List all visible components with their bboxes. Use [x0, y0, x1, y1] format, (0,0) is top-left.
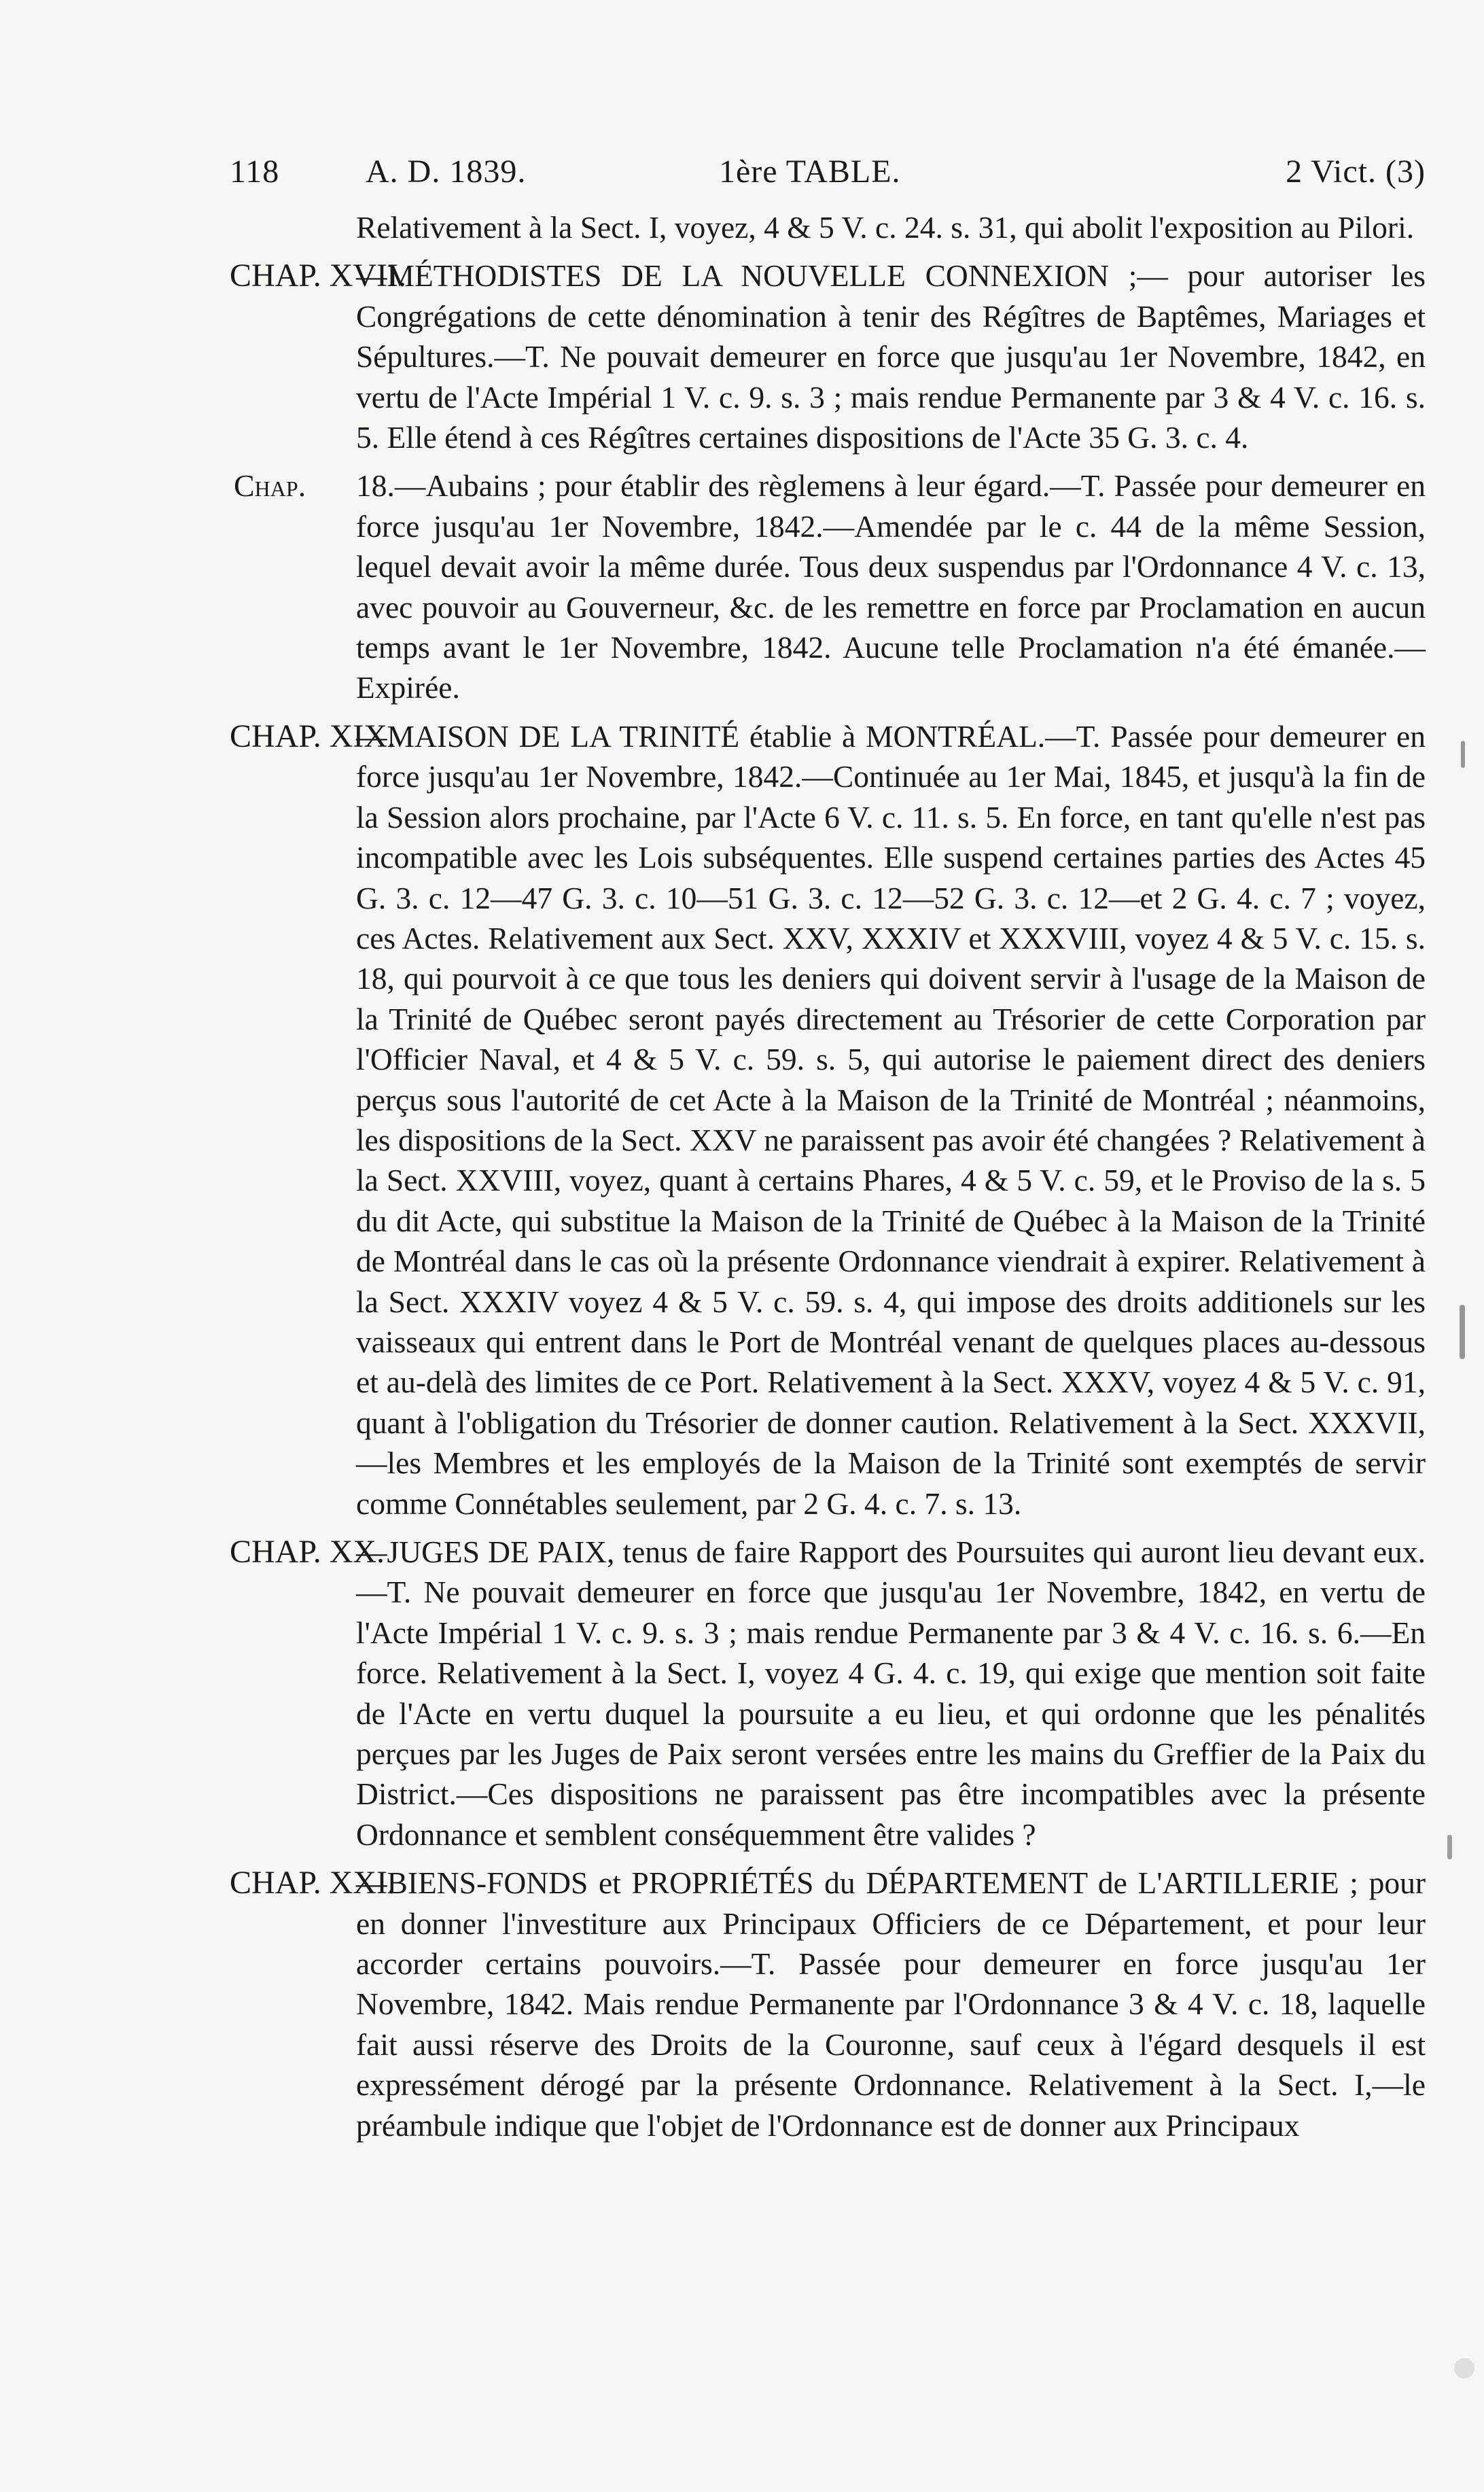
entry-chap-18: [230, 466, 1426, 707]
entry-text: —MÉTHODISTES DE LA NOUVELLE CONNEXION ;— pour autoriser les Congrégations de cette dénomination à tenir des Régîtres de Baptêmes, Mariages et Sépultures.—T. Ne pouvait demeurer en force que jusqu'au 1er Novembre, 1842, en vertu de l'Acte Impérial 1 V. c. 9. s. 3 ; mais rendue Permanente par 3 & 4 V. c. 16. s. 5. Elle étend à ces Régîtres certaines dispositions de l'Acte 35 G. 3. c. 4.: [356, 258, 1426, 455]
entry-text: 18.—Aubains ; pour établir des règlemens à leur égard.—T. Passée pour demeurer en force jusqu'au 1er Novembre, 1842.—Amendée par le c. 44 de la même Session, lequel devait avoir la même durée. Tous deux suspendus par l'Ordonnance 4 V. c. 13, avec pouvoir au Gouverneur, &c. de les remettre en force par Proclamation en aucun temps avant le 1er Novembre, 1842. Aucune telle Proclamation n'a été émanée.—Expirée.: [356, 468, 1426, 705]
page-number: 118: [230, 154, 280, 190]
entry-text: —JUGES DE PAIX, tenus de faire Rapport des Poursuites qui auront lieu devant eux.—T. Ne pouvait demeurer en force que jusqu'au 1er Novembre, 1842, en vertu de l'Acte Impérial 1 V. c. 9. s. 3 ; mais rendue Permanente par 3 & 4 V. c. 16. s. 6.—En force. Relativement à la Sect. I, voyez 4 G. 4. c. 19, qui exige que mention soit faite de l'Acte en vertu duquel la poursuite a eu lieu, et qui ordonne que les pénalités perçues par les Juges de Paix seront versées entre les mains du Greffier de la Paix du District.—Ces dispositions ne paraissent pas être incompatibles avec la présente Ordonnance et semblent conséquemment être valides ?: [356, 1534, 1426, 1852]
entry-continuation: [230, 207, 1426, 247]
chapter-label: Chap.: [234, 468, 306, 504]
chapter-label: CHAP. XXI.: [230, 1865, 396, 1901]
entry-chap-20: [230, 1532, 1426, 1855]
entry-chap-17: [230, 256, 1426, 457]
entry-text: Relativement à la Sect. I, voyez, 4 & 5 V. c. 24. s. 31, qui abolit l'exposition au Pilori.: [356, 210, 1415, 245]
entry-chap-19: [230, 716, 1426, 1524]
margin-mark: [1447, 1835, 1452, 1859]
margin-mark: [1461, 741, 1465, 768]
document-page: [230, 153, 1426, 2145]
chapter-label: CHAP. XX.: [230, 1534, 385, 1570]
chapter-label: CHAP. XVII.: [230, 258, 407, 294]
running-head: [230, 153, 1426, 207]
header-regnal-year: 2 Vict. (3): [1286, 154, 1426, 190]
margin-mark: [1454, 2358, 1474, 2379]
entry-chap-21: [230, 1863, 1426, 2145]
margin-mark: [1460, 1305, 1465, 1359]
header-table-title: 1ère TABLE.: [719, 154, 901, 190]
entry-text: —MAISON DE LA TRINITÉ établie à MONTRÉAL.—T. Passée pour demeurer en force jusqu'au 1er Novembre, 1842.—Continuée au 1er Mai, 1845, et jusqu'à la fin de la Session alors prochaine, par l'Acte 6 V. c. 11. s. 5. En force, en tant qu'elle n'est pas incompatible avec les Lois subséquentes. Elle suspend certaines parties des Actes 45 G. 3. c. 12—47 G. 3. c. 10—51 G. 3. c. 12—52 G. 3. c. 12—et 2 G. 4. c. 7 ; voyez, ces Actes. Relativement aux Sect. XXV, XXXIV et XXXVIII, voyez 4 & 5 V. c. 15. s. 18, qui pourvoit à ce que tous les deniers qui doivent servir à l'usage de la Maison de la Trinité de Québec seront payés directement au Trésorier de cette Corporation par l'Officier Naval, et 4 & 5 V. c. 59. s. 5, qui autorise le paiement direct des deniers perçus sous l'autorité de cet Acte à la Maison de la Trinité de Montréal ; néanmoins, les dispositions de la Sect. XXV ne paraissent pas avoir été changées ? Relativement à la Sect. XXVIII, voyez, quant à certains Phares, 4 & 5 V. c. 59, et le Proviso de la s. 5 du dit Acte, qui substitue la Maison de la Trinité de Québec à la Maison de la Trinité de Montréal dans le cas où la présente Ordonnance viendrait à expirer. Relativement à la Sect. XXXIV voyez 4 & 5 V. c. 59. s. 4, qui impose des droits additionels sur les vaisseaux qui entrent dans le Port de Montréal venant de quelques places au-dessous et au-delà des limites de ce Port. Relativement à la Sect. XXXV, voyez 4 & 5 V. c. 91, quant à l'obligation du Trésorier de donner caution. Relativement à la Sect. XXXVII,—les Membres et les employés de la Maison de la Trinité sont exemptés de servir comme Connétables seulement, par 2 G. 4. c. 7. s. 13.: [356, 718, 1426, 1521]
header-year: A. D. 1839.: [366, 154, 527, 190]
chapter-label: CHAP. XIX.: [230, 718, 396, 754]
entry-text: —BIENS-FONDS et PROPRIÉTÉS du DÉPARTEMENT de L'ARTILLERIE ; pour en donner l'investiture aux Principaux Officiers de ce Département, et pour leur accorder certains pouvoirs.—T. Passée pour demeurer en force jusqu'au 1er Novembre, 1842. Mais rendue Permanente par l'Ordonnance 3 & 4 V. c. 18, laquelle fait aussi réserve des Droits de la Couronne, sauf ceux à l'égard desquels il est expressément dérogé par la présente Ordonnance. Relativement à la Sect. I,—le préambule indique que l'objet de l'Ordonnance est de donner aux Principaux: [356, 1865, 1426, 2143]
